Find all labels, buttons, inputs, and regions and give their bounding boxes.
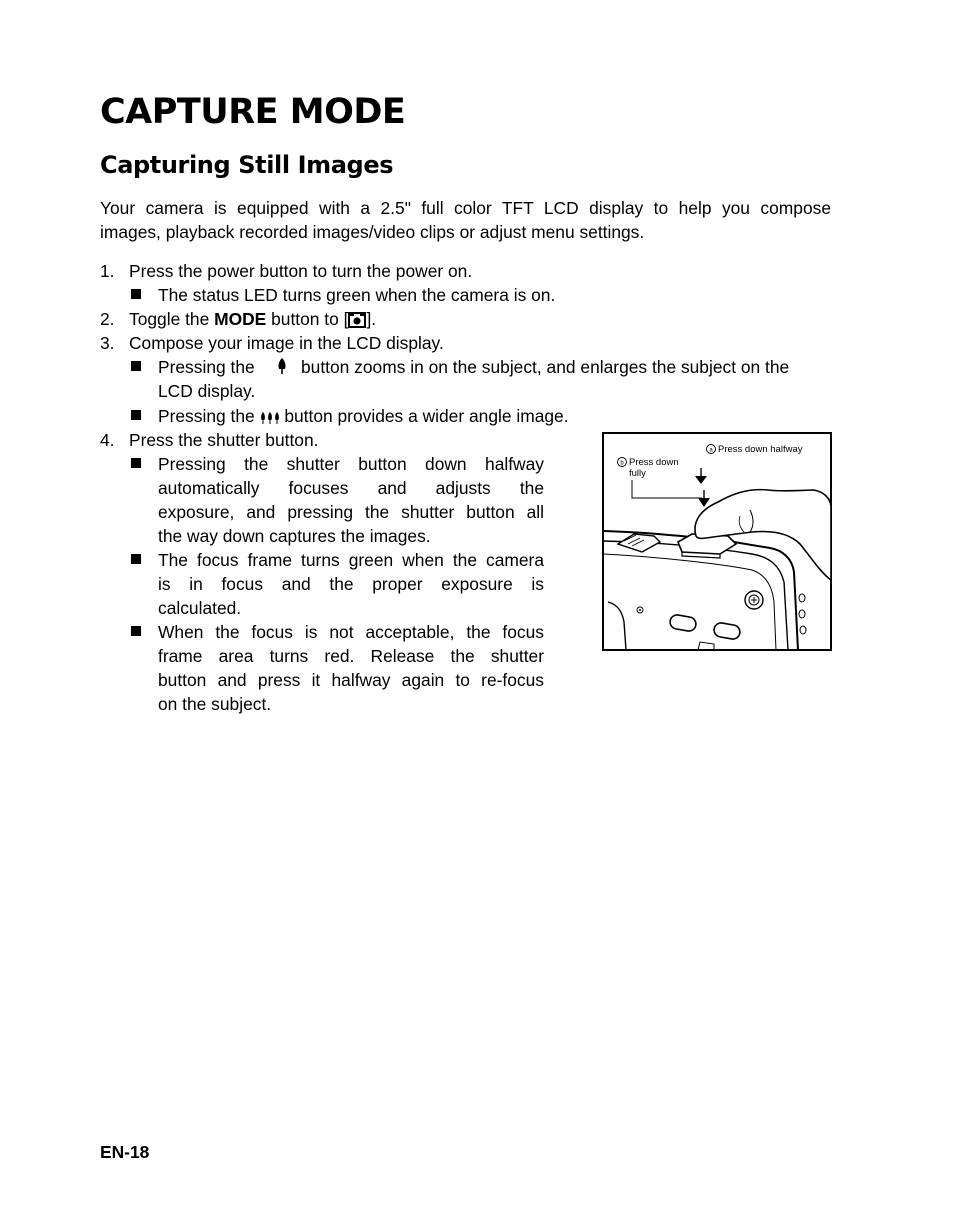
step-2-pre: Toggle the bbox=[129, 309, 215, 329]
single-tree-icon bbox=[276, 358, 288, 380]
page-title: CAPTURE MODE bbox=[100, 92, 406, 132]
label-a-marker: a bbox=[709, 447, 713, 454]
text-line: is in focus and the proper exposure is bbox=[158, 574, 544, 594]
step-4-bullet-3 bbox=[158, 620, 544, 716]
text-line: exposure, and pressing the shutter button all bbox=[158, 502, 544, 522]
bullet-square bbox=[131, 410, 141, 420]
step-2-text bbox=[129, 307, 376, 334]
step-3-bullet-2 bbox=[158, 404, 569, 431]
step-3-bullet-2-pre: Pressing the bbox=[158, 406, 260, 426]
text-line: on the subject. bbox=[158, 694, 272, 714]
step-number-1: 1. bbox=[100, 261, 115, 281]
bullet-square bbox=[131, 554, 141, 564]
step-2-post: ]. bbox=[366, 309, 377, 329]
section-heading: Capturing Still Images bbox=[100, 151, 394, 179]
step-1-text: Press the power button to turn the power on. bbox=[129, 261, 473, 281]
bullet-square bbox=[131, 361, 141, 371]
step-4-bullet-1 bbox=[158, 452, 544, 548]
bullet-square bbox=[131, 626, 141, 636]
text-line: The focus frame turns green when the camera bbox=[158, 550, 544, 570]
step-number-3: 3. bbox=[100, 333, 115, 353]
step-number-2: 2. bbox=[100, 309, 115, 329]
step-3-bullet-2-post: button provides a wider angle image. bbox=[279, 406, 569, 426]
step-3-bullet-1-line-1: button zooms in on the subject, and enlarges the subject on the bbox=[301, 357, 790, 377]
text-line: calculated. bbox=[158, 598, 242, 618]
step-number-4: 4. bbox=[100, 430, 115, 450]
label-press-fully-line-1: Press down bbox=[629, 457, 679, 468]
label-press-fully-line-2: fully bbox=[629, 468, 646, 479]
step-3-text: Compose your image in the LCD display. bbox=[129, 333, 444, 353]
label-b-marker: b bbox=[620, 460, 624, 467]
text-line: the way down captures the images. bbox=[158, 526, 431, 546]
step-3-bullet-1-pre: Pressing the bbox=[158, 357, 255, 377]
step-2-mid: button to [ bbox=[266, 309, 349, 329]
bullet-square bbox=[131, 289, 141, 299]
intro-paragraph bbox=[100, 196, 831, 244]
text-line: button and press it halfway again to re-focus bbox=[158, 670, 544, 690]
step-3-bullet-1-line-2: LCD display. bbox=[158, 381, 256, 401]
intro-line-1: Your camera is equipped with a 2.5" full color TFT LCD display to help you compose bbox=[100, 198, 831, 218]
page-number: EN-18 bbox=[100, 1142, 150, 1162]
text-line: automatically focuses and adjusts the bbox=[158, 478, 544, 498]
bullet-square bbox=[131, 458, 141, 468]
step-4-bullet-2 bbox=[158, 548, 544, 620]
step-1-bullet-1: The status LED turns green when the camera is on. bbox=[158, 285, 556, 305]
text-line: When the focus is not acceptable, the focus bbox=[158, 622, 544, 642]
mode-label: MODE bbox=[214, 309, 267, 329]
text-line: frame area turns red. Release the shutter bbox=[158, 646, 544, 666]
shutter-illustration bbox=[602, 432, 832, 651]
text-line: Pressing the shutter button down halfway bbox=[158, 454, 544, 474]
intro-line-2: images, playback recorded images/video clips or adjust menu settings. bbox=[100, 222, 645, 242]
step-4-text: Press the shutter button. bbox=[129, 430, 319, 450]
label-press-halfway: Press down halfway bbox=[718, 444, 803, 455]
